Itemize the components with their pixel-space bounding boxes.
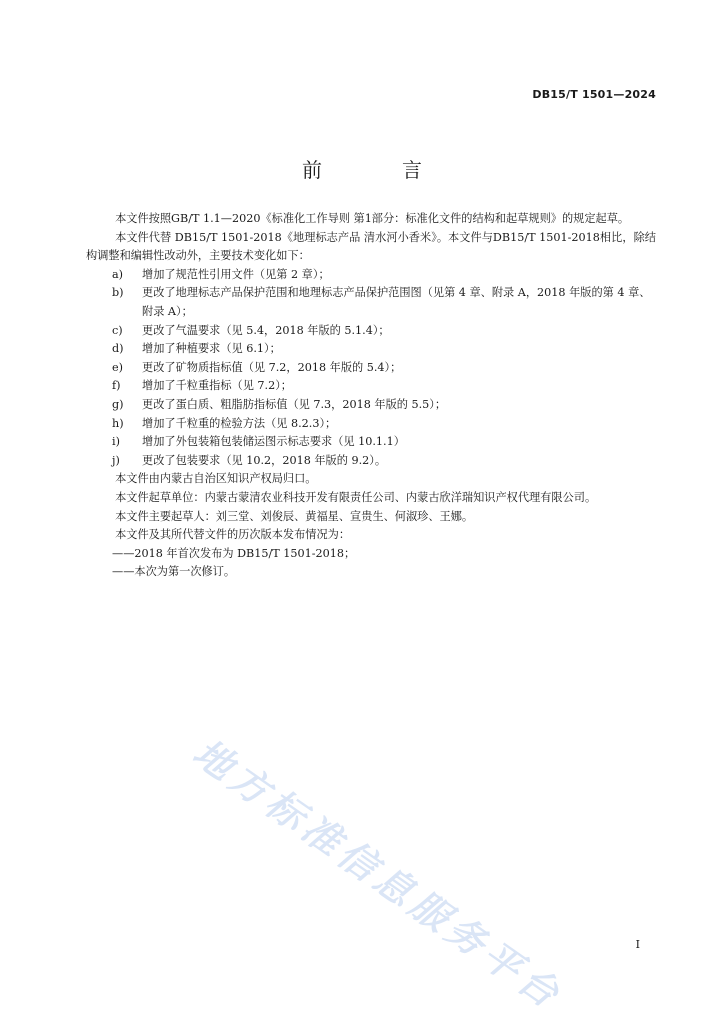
change-list (86, 266, 656, 471)
paragraph-administration: 本文件由内蒙古自治区知识产权局归口。 (115, 472, 317, 486)
list-item (86, 433, 656, 452)
list-item-text: 更改了蛋白质、粗脂肪指标值（见 7.3，2018 年版的 5.5）； (142, 397, 447, 411)
list-item (86, 396, 656, 415)
standard-code: DB15/T 1501—2024 (532, 88, 656, 101)
list-item (86, 415, 656, 434)
list-item-label: h) (112, 416, 124, 430)
list-item-text: 增加了规范性引用文件（见第 2 章）； (142, 267, 330, 281)
paragraph-drafting-units: 本文件起草单位：内蒙古蒙清农业科技开发有限责任公司、内蒙古欣洋瑞知识产权代理有限公司。 (115, 490, 597, 504)
list-item-text: 增加了千粒重的检验方法（见 8.2.3）； (142, 416, 337, 430)
list-item-label: b) (112, 286, 124, 300)
watermark: 地方标准信息服务平台 (185, 730, 572, 1019)
list-item-label: d) (112, 342, 124, 356)
list-item-label: j) (112, 453, 120, 467)
list-item (86, 284, 656, 321)
list-item-text: 更改了地理标志产品保护范围和地理标志产品保护范围图（见第 4 章、附录 A，2018 年版的第 4 章、附录 A）； (142, 286, 651, 318)
list-item-label: c) (112, 323, 123, 337)
list-item (86, 340, 656, 359)
list-item (86, 359, 656, 378)
list-item-label: g) (112, 397, 124, 411)
paragraph-drafting-rules: 本文件按照GB/T 1.1—2020《标准化工作导则 第1部分：标准化文件的结构和起草规则》的规定起草。 (115, 212, 630, 225)
list-item-label: f) (112, 379, 121, 393)
list-item-text: 增加了外包装箱包装储运图示标志要求（见 10.1.1） (142, 435, 405, 449)
list-item-text: 更改了包装要求（见 10.2，2018 年版的 9.2）。 (142, 453, 387, 467)
paragraph-drafters: 本文件主要起草人：刘三堂、刘俊辰、黄福星、宣贵生、何淑珍、王娜。 (115, 509, 474, 523)
list-item-label: e) (112, 360, 123, 374)
list-item (86, 377, 656, 396)
list-item (86, 266, 656, 285)
paragraph-history-intro: 本文件及其所代替文件的历次版本发布情况为： (115, 528, 351, 542)
list-item-text: 增加了千粒重指标（见 7.2）； (142, 379, 292, 393)
list-item-text: 更改了气温要求（见 5.4，2018 年版的 5.1.4）； (142, 323, 390, 337)
paragraph-replacement: 本文件代替 DB15/T 1501-2018《地理标志产品 清水河小香米》。本文件与DB15/T 1501-2018相比，除结构调整和编辑性改动外，主要技术变化如下： (86, 230, 656, 263)
list-item-label: i) (112, 435, 120, 449)
foreword-body (86, 210, 656, 582)
page-title: 前 言 (302, 158, 452, 182)
list-item-label: a) (112, 267, 124, 281)
list-item-text: 更改了矿物质指标值（见 7.2，2018 年版的 5.4）； (142, 360, 402, 374)
list-item (86, 322, 656, 341)
history-item: ——2018 年首次发布为 DB15/T 1501-2018； (112, 546, 356, 560)
history-item: ——本次为第一次修订。 (112, 565, 236, 579)
page-number: I (635, 938, 640, 951)
list-item (86, 452, 656, 471)
list-item-text: 增加了种植要求（见 6.1）； (142, 342, 281, 356)
